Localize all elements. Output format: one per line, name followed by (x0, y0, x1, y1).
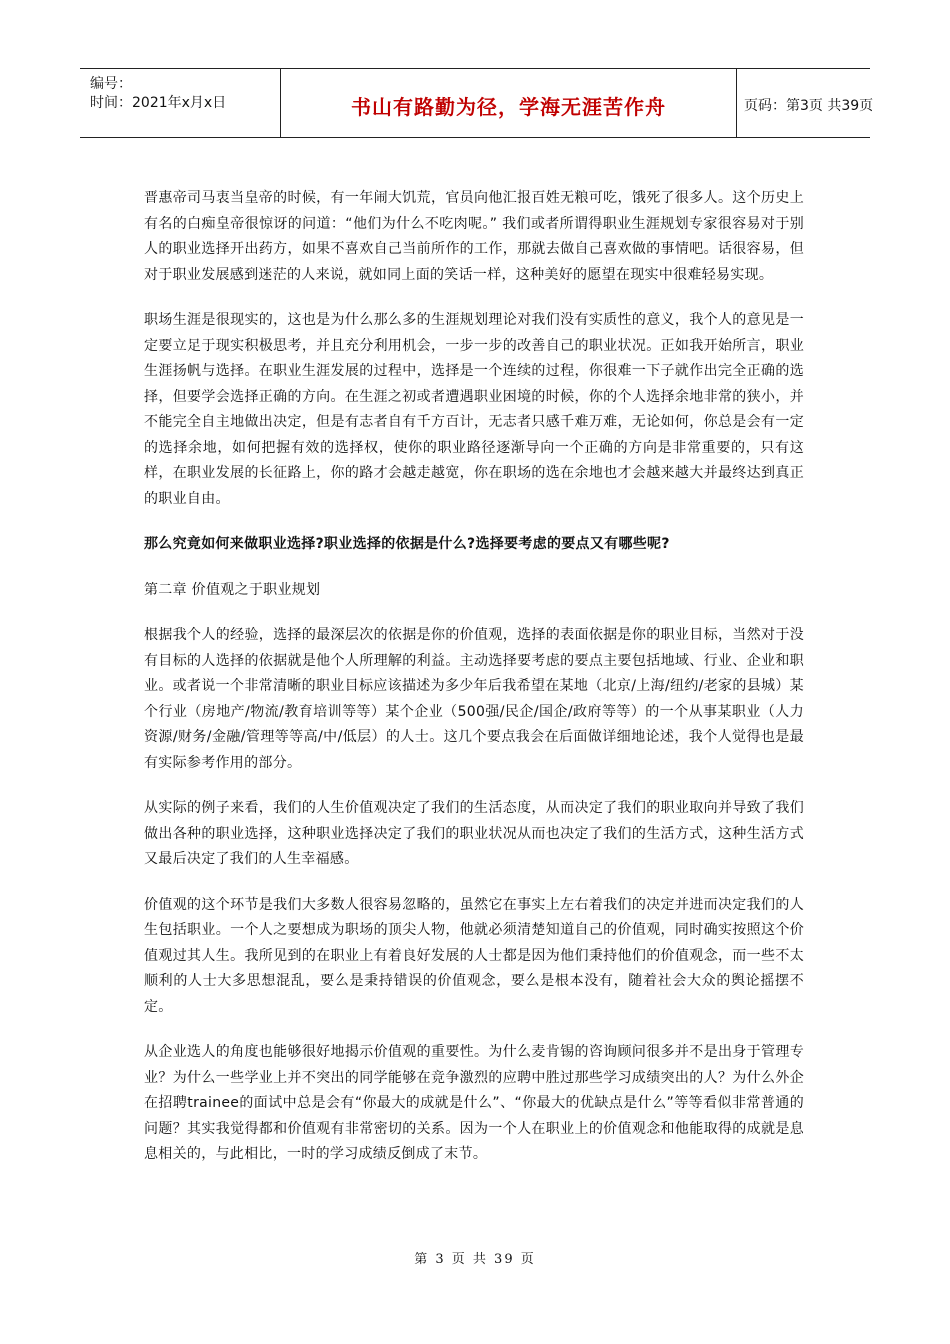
page-footer: 第 3 页 共 39 页 (414, 1252, 536, 1267)
document-body (144, 186, 804, 1188)
body-paragraph: 晋惠帝司马衷当皇帝的时候，有一年闹大饥荒，官员向他汇报百姓无粮可吃，饿死了很多人。这个历史上有名的白痴皇帝很惊讶的问道：“他们为什么不吃肉呢。” 我们或者所谓得职业生涯规划专家很容易对于别人的职业选择开出药方，如果不喜欢自己当前所作的工作，那就去做自己喜欢做的事情吧。话很容易，但对于职业发展感到迷茫的人来说，就如同上面的笑话一样，这种美好的愿望在现实中很难轻易实现。 (144, 190, 804, 283)
body-paragraph: 职场生涯是很现实的，这也是为什么那么多的生涯规划理论对我们没有实质性的意义，我个人的意见是一定要立足于现实积极思考，并且充分利用机会，一步一步的改善自己的职业状况。正如我开始所言，职业生涯扬帆与选择。在职业生涯发展的过程中，选择是一个连续的过程，你很难一下子就作出完全正确的选择，但要学会选择正确的方向。在生涯之初或者遭遇职业困境的时候，你的个人选择余地非常的狭小，并不能完全自主地做出决定，但是有志者自有千方百计，无志者只感千难万难，无论如何，你总是会有一定的选择余地，如何把握有效的选择权，使你的职业路径逐渐导向一个正确的方向是非常重要的，只有这样，在职业发展的长征路上，你的路才会越走越宽，你在职场的选在余地也才会越来越大并最终达到真正的职业自由。 (144, 312, 804, 507)
header-motto: 书山有路勤为径，学海无涯苦作舟 (351, 95, 666, 119)
chapter-heading: 第二章 价值观之于职业规划 (144, 581, 321, 598)
body-paragraph: 从实际的例子来看，我们的人生价值观决定了我们的生活态度，从而决定了我们的职业取向并导致了我们做出各种的职业选择，这种职业选择决定了我们的职业状况从而也决定了我们的生活方式，这种生活方式又最后决定了我们的人生幸福感。 (144, 800, 804, 867)
header-page-cell (736, 69, 874, 137)
body-paragraph: 从企业选人的角度也能够很好地揭示价值观的重要性。为什么麦肯锡的咨询顾问很多并不是出身于管理专业？为什么一些学业上并不突出的同学能够在竞争激烈的应聘中胜过那些学习成绩突出的人？为什么外企在招聘trainee的面试中总是会有“你最大的成就是什么”、“你最大的优缺点是什么”等等看似非常普通的问题？其实我觉得都和价值观有非常密切的关系。因为一个人在职业上的价值观念和他能取得的成就是息息相关的，与此相比，一时的学习成绩反倒成了末节。 (144, 1044, 804, 1162)
header-page-info: 页码：第3页 共39页 (744, 98, 874, 114)
body-paragraph: 根据我个人的经验，选择的最深层次的依据是你的价值观，选择的表面依据是你的职业目标，当然对于没有目标的人选择的依据就是他个人所理解的利益。主动选择要考虑的要点主要包括地域、行业、企业和职业。或者说一个非常清晰的职业目标应该描述为多少年后我希望在某地（北京/上海/纽约/老家的县城）某个行业（房地产/物流/教育培训等等）某个企业（500强/民企/国企/政府等等）的一个从事某职业（人力资源/财务/金融/管理等等高/中/低层）的人士。这几个要点我会在后面做详细地论述，我个人觉得也是最有实际参考作用的部分。 (144, 627, 804, 771)
document-date-label: 时间：2021年x月x日 (90, 95, 227, 111)
document-number-label: 编号： (90, 76, 132, 92)
page-header (80, 68, 874, 138)
body-paragraph: 价值观的这个环节是我们大多数人很容易忽略的，虽然它在事实上左右着我们的决定并进而决定我们的人生包括职业。一个人之要想成为职场的顶尖人物，他就必须清楚知道自己的价值观，同时确实按照这个价值观过其人生。我所见到的在职业上有着良好发展的人士都是因为他们秉持他们的价值观念，而一些不太顺利的人士大多思想混乱，要么是秉持错误的价值观念，要么是根本没有，随着社会大众的舆论摇摆不定。 (144, 896, 804, 1015)
header-motto-cell (280, 69, 737, 137)
question-paragraph: 那么究竟如何来做职业选择?职业选择的依据是什么?选择要考虑的要点又有哪些呢? (144, 536, 670, 552)
header-meta-cell (80, 69, 280, 137)
